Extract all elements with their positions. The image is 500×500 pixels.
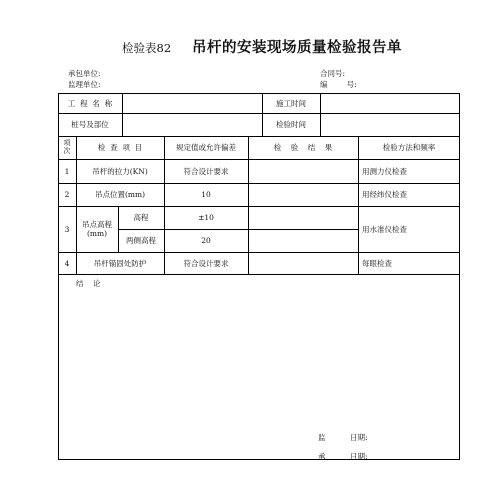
- station-field[interactable]: [122, 113, 262, 136]
- row-2-item: 吊点位置(mm): [94, 190, 146, 199]
- inspection-time-label: 检验时间: [276, 120, 306, 129]
- row-2-spec: 10: [201, 190, 211, 199]
- row-4-no: 4: [64, 258, 70, 268]
- row-3-no: 3: [64, 224, 70, 234]
- col-header-spec: 规定值或允许偏差: [176, 143, 236, 152]
- station-label: 桩号及部位: [71, 120, 109, 129]
- project-name-label: 工 程 名 称: [67, 98, 113, 108]
- row-2-method: 用经纬仪检查: [362, 190, 407, 199]
- contractor-date-label: 日期:: [350, 452, 368, 461]
- conclusion-label: 结 论: [76, 279, 101, 288]
- contractor-signature-label: 承: [318, 452, 326, 461]
- supervisor-date-label: 日期:: [350, 433, 368, 442]
- row-3-spec-side-elevation: 20: [201, 236, 211, 245]
- conclusion-field[interactable]: [60, 292, 458, 422]
- col-header-item: 检 查 项 目: [97, 143, 143, 152]
- number-label: 编 号:: [320, 80, 357, 89]
- row-4-result[interactable]: [248, 252, 358, 274]
- row-4-item: 吊杆锚固处防护: [93, 258, 147, 268]
- row-3-result-side-elevation[interactable]: [248, 229, 358, 252]
- row-3-sub-side-elevation: 两侧高程: [126, 236, 156, 245]
- contractor-label: 承包单位:: [68, 69, 101, 78]
- page-title: 吊杆的安装现场质量检验报告单: [192, 39, 402, 56]
- col-header-result: 检 验 结 果: [273, 143, 333, 152]
- supervisor-signature-label: 监: [318, 433, 326, 442]
- construction-time-label: 施工时间: [276, 98, 306, 108]
- row-1-method: 用测力仪检查: [362, 166, 407, 176]
- contract-no-label: 合同号:: [320, 69, 346, 78]
- project-name-field[interactable]: [122, 93, 262, 113]
- row-2-no: 2: [64, 190, 70, 199]
- row-3-method: 用水准仪检查: [362, 224, 407, 234]
- row-1-item: 吊杆的拉力(KN): [92, 166, 148, 176]
- row-4-spec: 符合设计要求: [183, 258, 229, 268]
- row-3-sub-elevation: 高程: [133, 213, 149, 222]
- row-2-result[interactable]: [248, 183, 358, 206]
- row-1-no: 1: [64, 166, 70, 176]
- form-number: 检验表82: [122, 41, 172, 55]
- row-3-result-elevation[interactable]: [248, 206, 358, 229]
- construction-time-field[interactable]: [320, 93, 460, 113]
- row-4-method: 每眼检查: [362, 258, 392, 268]
- inspection-time-field[interactable]: [320, 113, 460, 136]
- row-1-result[interactable]: [248, 159, 358, 183]
- col-header-item-no: 项 次: [63, 139, 71, 155]
- supervisor-unit-label: 监理单位:: [68, 80, 101, 89]
- col-header-method: 检验方法和频率: [382, 143, 436, 152]
- row-3-item: 吊点高程 (mm): [82, 220, 112, 238]
- row-1-spec: 符合设计要求: [183, 166, 229, 176]
- row-3-spec-elevation: ±10: [198, 213, 214, 222]
